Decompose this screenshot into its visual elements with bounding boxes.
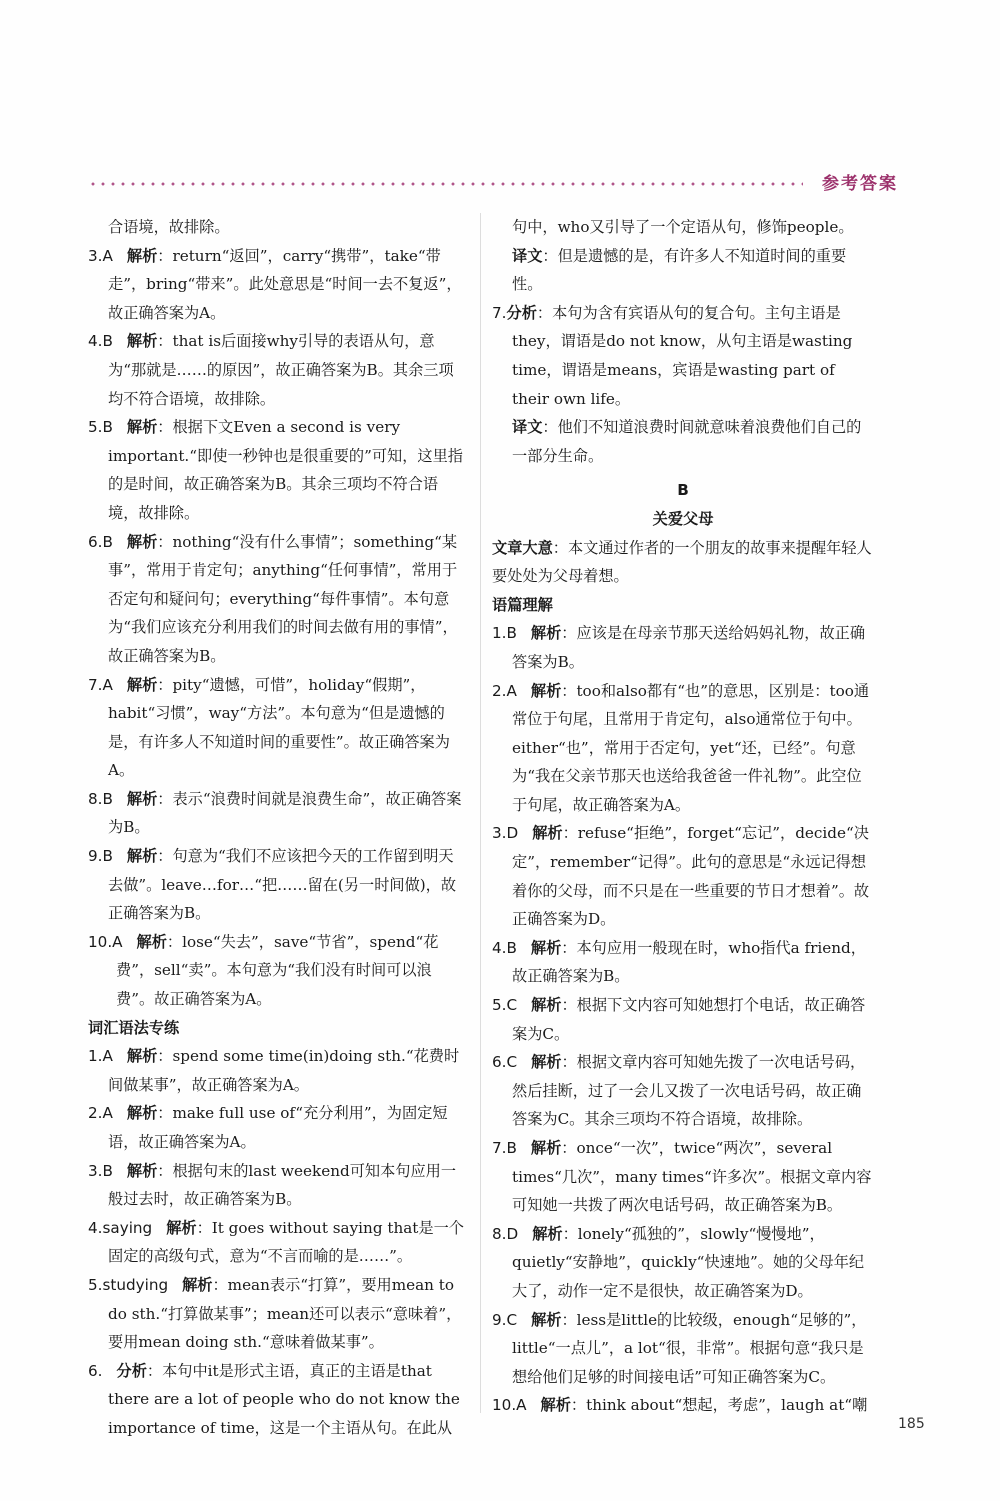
- page-number: 185: [898, 1416, 925, 1432]
- section-letter: B: [677, 481, 689, 500]
- answer-item: [88, 242, 466, 328]
- answer-item: [88, 1214, 466, 1271]
- answer-item: [88, 671, 466, 785]
- analysis-text: ：It goes without saying that是一个固定的高级句式，意为“不言而喻的是……”。: [108, 1218, 464, 1266]
- answer-item: [492, 1220, 874, 1306]
- analysis-text: ：表示“浪费时间就是浪费生命”，故正确答案为B。: [108, 789, 462, 837]
- left-items-vocab: [88, 1042, 466, 1442]
- item-number: 7.B: [492, 1139, 517, 1157]
- analysis-text: ：refuse“拒绝”，forget“忘记”，decide“决定”，remember“记得”。此句的意思是“永远记得想着你的父母，而不只是在一些重要的节日才想着”。故正确答案为D。: [512, 824, 870, 929]
- analysis-label: 解析: [532, 824, 563, 843]
- answer-item: [492, 1391, 874, 1420]
- item-number: 9.B: [88, 847, 113, 866]
- analysis-text: ：本句应用一般现在时，who指代a friend，故正确答案为B。: [512, 938, 866, 986]
- section-vocab-title: 词汇语法专练: [88, 1018, 180, 1037]
- column-divider: [480, 213, 481, 1413]
- analysis-label: 解析: [530, 624, 562, 643]
- item-number: 1.B: [492, 624, 517, 643]
- analysis-text: ：that is后面接why引导的表语从句，意为“那就是……的原因”，故正确答案为B。其余三项均不符合语境，故排除。: [108, 332, 454, 408]
- analysis-text: ：nothing“没有什么事情”；something“某事”，常用于肯定句；anything“任何事情”，常用于否定句和疑问句；everything“每件事情”。本句意为“我们应该充分利用我们的时间去做有用的事情”，故正确答案为B。: [108, 532, 458, 665]
- analysis-label: 解析: [530, 681, 562, 700]
- analysis-label: 解析: [166, 1218, 197, 1237]
- analysis-text: ：think about“想起，考虑”，laugh at“嘲: [570, 1396, 868, 1415]
- item-number: 6.C: [492, 1053, 518, 1072]
- answer-item: [492, 677, 874, 820]
- answer-item: [88, 327, 466, 413]
- comprehension-title: 语篇理解: [492, 595, 553, 614]
- analysis-text: ：应该是在母亲节那天送给妈妈礼物，故正确答案为B。: [512, 624, 866, 671]
- analysis-label: 解析: [532, 1224, 563, 1243]
- item-number: 3.A: [88, 246, 113, 265]
- item-number: 7.: [492, 303, 507, 322]
- translation-label: 译文: [512, 246, 543, 265]
- item-number: 4.B: [88, 332, 113, 351]
- analysis-text: ：lose“失去”，save“节省”，spend“花费”，sell“卖”。本句意为“我们没有时间可以浪费”。故正确答案为A。: [116, 932, 439, 1009]
- answer-item: [492, 934, 874, 991]
- answer-item: [492, 1306, 874, 1392]
- analysis-item-7: [492, 299, 874, 413]
- analysis-text: ：根据句末的last weekend可知本句应用一般过去时，故正确答案为B。: [108, 1161, 457, 1209]
- analysis-text: ：根据下文Even a second is very important.“即使一秒钟也是很重要的”可知，这里指的是时间，故正确答案为B。其余三项均不符合语境，故排除。: [108, 418, 463, 522]
- analysis-label: 解析: [126, 532, 158, 551]
- analysis-text: ：根据文章内容可知她先拨了一次电话号码，然后挂断，过了一会儿又拨了一次电话号码，故正确答案为C。其余三项均不符合语境，故排除。: [512, 1053, 866, 1129]
- left-lead: 合语境，故排除。: [108, 218, 230, 236]
- analysis-text: ：lonely“孤独的”，slowly“慢慢地”，quietly“安静地”，quickly“快速地”。她的父母年纪大了，动作一定不是很快，故正确答案为D。: [512, 1224, 865, 1300]
- analysis-text: ：make full use of“充分利用”，为固定短语，故正确答案为A。: [108, 1104, 448, 1151]
- item-number: 8.D: [492, 1224, 519, 1243]
- analysis-text: ：句意为“我们不应该把今天的工作留到明天去做”。leave…for…“把……留在(另一时间做)，故正确答案为B。: [108, 847, 457, 923]
- item-number: 6.B: [88, 532, 113, 551]
- item-number: 10.A: [88, 932, 123, 951]
- left-column: [88, 213, 466, 1443]
- analysis-text: ：本句为含有宾语从句的复合句。主句主语是they，谓语是do not know，从句主语是wasting time，谓语是means，宾语是wasting part of their own life。: [512, 303, 853, 408]
- analysis-text: ：return“返回”，carry“携带”，take“带走”，bring“带来”。此处意思是“时间一去不复返”，故正确答案为A。: [108, 246, 462, 322]
- right-items: [492, 619, 874, 1420]
- answer-item: [492, 819, 874, 933]
- answer-item: [492, 619, 874, 676]
- answer-item: [88, 785, 466, 842]
- translation-label: 译文: [512, 418, 543, 437]
- answer-item: [88, 1357, 466, 1443]
- answer-item: [492, 1134, 874, 1220]
- answer-item: [88, 1099, 466, 1156]
- right-column: [492, 213, 874, 1420]
- analysis-label: 解析: [126, 1104, 158, 1123]
- translation-1: [492, 242, 874, 299]
- answer-item: [88, 1157, 466, 1214]
- item-number: 9.C: [492, 1310, 518, 1329]
- answer-item: [88, 928, 466, 1014]
- analysis-label: 解析: [531, 996, 562, 1015]
- answer-item: [88, 842, 466, 928]
- header-title: 参考答案: [822, 174, 898, 194]
- analysis-label: 解析: [182, 1275, 213, 1294]
- item-number: 6.: [88, 1361, 103, 1380]
- analysis-text: ：pity“遗憾，可惜”，holiday“假期”，habit“习惯”，way“方法”。本句意为“但是遗憾的是，有许多人不知道时间的重要性”。故正确答案为A。: [108, 675, 450, 780]
- answer-item: [88, 413, 466, 527]
- answer-item: [88, 1271, 466, 1357]
- answer-item: [88, 1042, 466, 1099]
- item-number: 5.B: [88, 418, 113, 437]
- item-number: 5.C: [492, 996, 518, 1015]
- analysis-label: 解析: [126, 418, 158, 437]
- answer-item: [492, 1048, 874, 1134]
- summary-label: 文章大意: [492, 538, 553, 557]
- analysis-text: ：spend some time(in)doing sth.“花费时间做某事”，故正确答案为A。: [108, 1047, 460, 1094]
- analysis-text: ：mean表示“打算”，要用mean to do sth.“打算做某事”；mean还可以表示“意味着”，要用mean doing sth.“意味着做某事”。: [108, 1275, 462, 1352]
- item-number: 1.A: [88, 1047, 113, 1066]
- analysis-text: ：less是little的比较级，enough“足够的”，little“一点儿”，a lot“很，非常”。根据句意“我只是想给他们足够的时间接电话”可知正确答案为C。: [512, 1310, 867, 1386]
- analysis-label: 解析: [540, 1396, 571, 1415]
- answer-item: [88, 528, 466, 671]
- section-title: 关爱父母: [652, 509, 714, 528]
- analysis-label: 解析: [126, 675, 158, 694]
- analysis-label: 分析: [116, 1361, 147, 1380]
- item-number: 3.D: [492, 824, 519, 843]
- summary-text: ：本文通过作者的一个朋友的故事来提醒年轻人要处处为父母着想。: [492, 538, 872, 586]
- item-number: 5.studying: [88, 1275, 169, 1294]
- analysis-label: 解析: [126, 789, 158, 808]
- analysis-label: 解析: [531, 1053, 562, 1072]
- analysis-label: 解析: [126, 246, 158, 265]
- analysis-text: ：once“一次”，twice“两次”，several times“几次”，many times“许多次”。根据文章内容可知她一共拨了两次电话号码，故正确答案为B。: [512, 1139, 872, 1215]
- answer-item: [492, 991, 874, 1048]
- analysis-label: 解析: [126, 1047, 158, 1066]
- item-number: 3.B: [88, 1161, 113, 1180]
- analysis-label: 解析: [530, 938, 562, 957]
- header-dotted-rule: [88, 182, 803, 186]
- translation-text: ：他们不知道浪费时间就意味着浪费他们自己的一部分生命。: [512, 418, 862, 465]
- item-number: 4.B: [492, 938, 517, 957]
- right-continuation: 句中，who又引导了一个定语从句，修饰people。: [512, 218, 854, 236]
- summary: [492, 534, 874, 591]
- item-number: 2.A: [492, 681, 517, 700]
- analysis-text: ：本句中it是形式主语，真正的主语是that there are a lot of people who do not know the importance of time，这是一个主语从句。在此从: [108, 1361, 460, 1437]
- item-number: 7.A: [88, 675, 113, 694]
- analysis-text: ：too和also都有“也”的意思，区别是：too通常位于句尾，且常用于肯定句，also通常位于句中。either“也”，常用于否定句，yet“还，已经”。句意为“我在父亲节那天也送给我爸爸一件礼物”。此空位于句尾，故正确答案为A。: [512, 681, 870, 814]
- translation-text: ：但是遗憾的是，有许多人不知道时间的重要性。: [512, 246, 847, 294]
- analysis-label: 分析: [506, 303, 537, 322]
- analysis-label: 解析: [531, 1310, 562, 1329]
- translation-2: [492, 413, 874, 470]
- analysis-label: 解析: [530, 1139, 562, 1157]
- item-number: 4.saying: [88, 1218, 153, 1237]
- item-number: 2.A: [88, 1104, 113, 1123]
- analysis-label: 解析: [126, 332, 158, 351]
- analysis-text: ：根据下文内容可知她想打个电话，故正确答案为C。: [512, 996, 866, 1043]
- analysis-label: 解析: [126, 847, 158, 866]
- item-number: 10.A: [492, 1396, 527, 1415]
- item-number: 8.B: [88, 789, 113, 808]
- analysis-label: 解析: [126, 1161, 158, 1180]
- left-items: [88, 242, 466, 1014]
- analysis-label: 解析: [136, 932, 167, 951]
